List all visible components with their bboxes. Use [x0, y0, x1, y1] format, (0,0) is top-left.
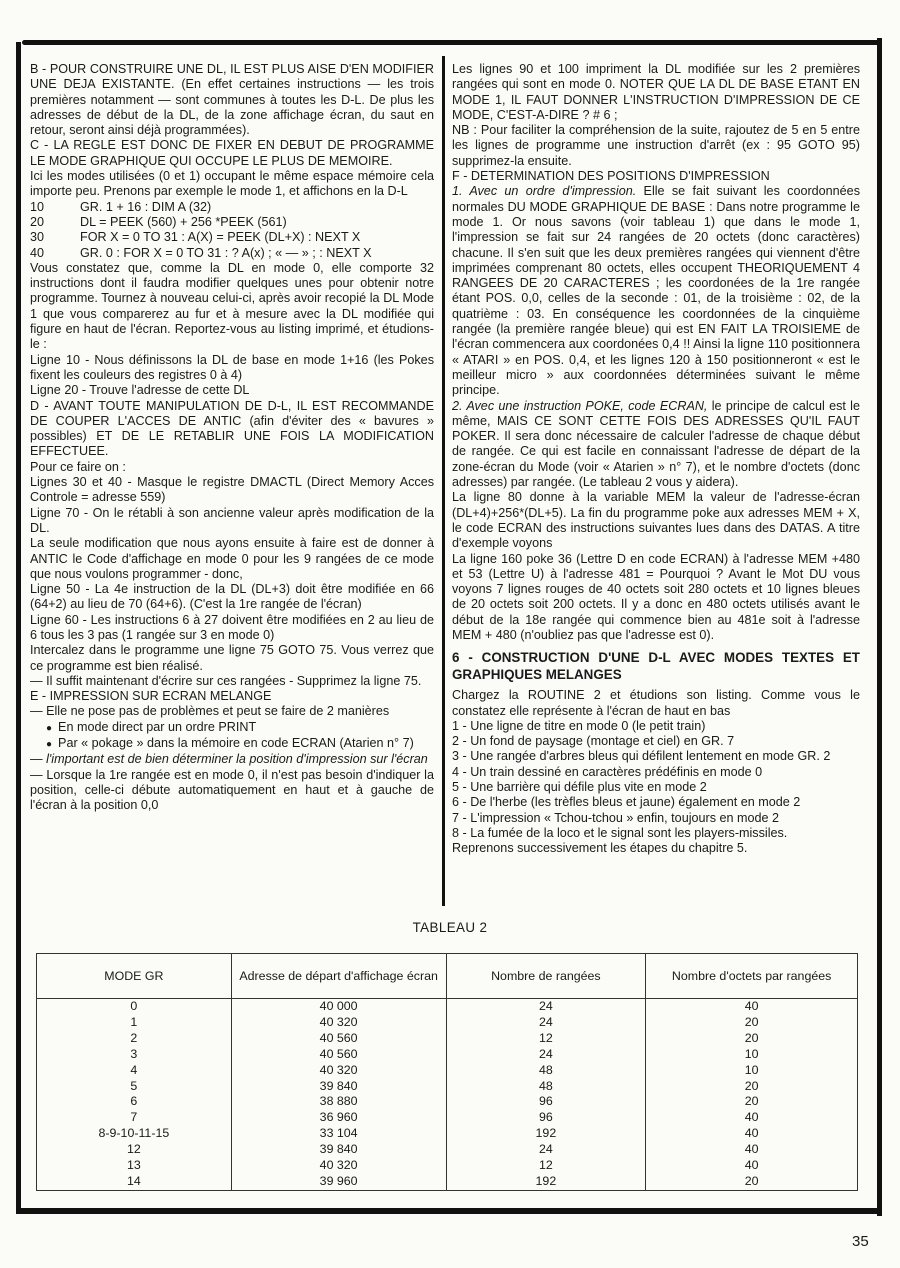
- frame-border-right: [877, 38, 882, 1216]
- table-cell: 12: [37, 1142, 232, 1158]
- frame-border-left: [16, 42, 21, 1214]
- paragraph-text: le principe de calcul est le même, MAIS CE SONT CETTE FOIS DES ADRESSES QU'IL FAUT POKER. Il sera donc nécessaire de calculer l'adresse de chaque début de rangée. Ce qui est facile en connaissant l'adresse de départ de la zone-écran du Mode (voir « Atarien » n° 7), et le nombre d'octets (donc adresses) par rangée. (Le tableau 2 vous y aidera).: [452, 398, 860, 490]
- table-row: [37, 1158, 858, 1174]
- paragraph: — Il suffit maintenant d'écrire sur ces rangées - Supprimez la ligne 75.: [30, 673, 422, 688]
- code-line-text: DL = PEEK (560) + 256 *PEEK (561): [80, 214, 287, 229]
- table-cell: 40 320: [231, 1158, 446, 1174]
- table-cell: 40 560: [231, 1031, 446, 1047]
- list-item: 5 - Une barrière qui défile plus vite en mode 2: [452, 780, 707, 795]
- frame-border-bottom: [18, 1208, 880, 1214]
- table-cell: 40: [646, 1126, 858, 1142]
- table-cell: 13: [37, 1158, 232, 1174]
- list-item: 1 - Une ligne de titre en mode 0 (le petit train): [452, 718, 706, 733]
- paragraph: C - LA REGLE EST DONC DE FIXER EN DEBUT DE PROGRAMME LE MODE GRAPHIQUE QUI OCCUPE LE PLUS DE MEMOIRE.: [30, 138, 434, 168]
- table-cell: 96: [446, 1094, 646, 1110]
- table-cell: 40 320: [231, 1063, 446, 1079]
- list-item: 7 - L'impression « Tchou-tchou » enfin, toujours en mode 2: [452, 810, 780, 825]
- code-line-text: GR. 0 : FOR X = 0 TO 31 : ? A(x) ; « — » ; : NEXT X: [80, 245, 372, 260]
- table-row: [37, 1142, 858, 1158]
- code-line-text: FOR X = 0 TO 31 : A(X) = PEEK (DL+X) : NEXT X: [80, 230, 361, 245]
- table-cell: 38 880: [231, 1094, 446, 1110]
- paragraph: Ici les modes utilisées (0 et 1) occupant le même espace mémoire cela importe peu. Prenons par exemple le mode 1, et affichons en la D-L: [30, 169, 434, 199]
- table-title: TABLEAU 2: [412, 920, 488, 935]
- table-cell: 24: [446, 1142, 646, 1158]
- table-row: [37, 1094, 858, 1110]
- table-cell: 20: [646, 1079, 858, 1095]
- paragraph: Chargez la ROUTINE 2 et étudions son listing. Comme vous le constatez elle représente à l'écran de haut en bas: [452, 688, 860, 718]
- table-cell: 40 560: [231, 1047, 446, 1063]
- paragraph: La ligne 80 donne à la variable MEM la valeur de l'adresse-écran (DL+4)+256*(DL+5). La fin du programme poke aux adresses MEM + X, le code ECRAN des instructions suivantes lues dans des DATAS. A titre d'exemple voyons: [452, 490, 860, 551]
- table-cell: 10: [646, 1047, 858, 1063]
- paragraph: B - POUR CONSTRUIRE UNE DL, IL EST PLUS AISE D'EN MODIFIER UNE DEJA EXISTANTE. (En effet certaines instructions — les trois premières notamment — sont communes à toutes les D-L. De plus les adresses de début de la DL, de la zone affichage écran, du saut en retour, seront ainsi déjà programmées).: [30, 62, 434, 138]
- table-cell: 8-9-10-11-15: [37, 1126, 232, 1142]
- bullet-item: ● En mode direct par un ordre PRINT: [30, 720, 434, 736]
- paragraph: Vous constatez que, comme la DL en mode 0, elle comporte 32 instructions dont il faudra modifier quelques unes pour obtenir notre programme. Tournez à nouveau celui-ci, après avoir recopié la DL Mode 1 que vous comparerez au fur et à mesure avec la DL modifiée qui figure en haut de l'écran. Reportez-vous au listing imprimé, et étudions-le :: [30, 260, 434, 352]
- left-column: [30, 62, 434, 907]
- table-cell: 6: [37, 1094, 232, 1110]
- table-cell: 40 000: [231, 999, 446, 1015]
- paragraph: [30, 752, 434, 767]
- code-line: [30, 230, 434, 245]
- paragraph-text: Elle se fait suivant les coordonnées normales DU MODE GRAPHIQUE DE BASE : Dans notre programme le mode 1. Or nous savons (voir tableau 1) que dans le mode 1, l'impression se fait sur 24 rangées de 20 octets (donc caractères) chacune. Il s'en suit que les deux premières rangées qui viennent d'être imprimées comprenant 80 octets, elles occupent THEORIQUEMENT 4 RANGEES DE 20 CARACTERES ; les coordonées de la 1re rangée étant POS. 0,0, celles de la seconde : 01, de la troisième : 02, de la quatrième : 03. En conséquence les coordonnées de la cinquième rangée (la première rangée bleue) qui est EN FAIT LA TROISIEME de l'écran commencera aux coordonées 0,4 !! Ainsi la ligne 110 positionnera « ATARI » en POS. 0,4, et les lignes 120 à 150 positionneront « est le meilleur micro » aux coordonnées déterminées suivant le même principe.: [452, 184, 860, 398]
- column-divider: [442, 56, 445, 906]
- section-heading: E - IMPRESSION SUR ECRAN MELANGE: [30, 689, 272, 704]
- table-cell: 40: [646, 1142, 858, 1158]
- paragraph: Ligne 10 - Nous définissons la DL de base en mode 1+16 (les Pokes fixent les couleurs des registres 0 à 4): [30, 352, 434, 382]
- paragraph: La ligne 160 poke 36 (Lettre D en code ECRAN) à l'adresse MEM +480 et 53 (Lettre U) à l'adresse 481 = Pourquoi ? Avant le Mot DU vous voyons 7 lignes rouges de 40 octets soit 280 octets et 10 lignes bleues de 20 octets soit 200 octets. Il y a donc en 480 octets utilisés avant le début de la 18e rangée qui commence bien au 481e soit à l'adresse MEM + 480 (n'oubliez pas que l'adresse est 0).: [452, 551, 860, 642]
- table-row: [37, 1031, 858, 1047]
- table-cell: 4: [37, 1063, 232, 1079]
- paragraph: Pour ce faire on :: [30, 459, 126, 474]
- table-cell: 39 840: [231, 1079, 446, 1095]
- table-cell: 40: [646, 1110, 858, 1126]
- paragraph: Intercalez dans le programme une ligne 75 GOTO 75. Vous verrez que ce programme est bien réalisé.: [30, 643, 434, 673]
- bullet-item: ● Par « pokage » dans la mémoire en code ECRAN (Atarien n° 7): [30, 736, 434, 752]
- table-cell: 40: [646, 999, 858, 1015]
- table-cell: 20: [646, 1174, 858, 1190]
- table-cell: 40: [646, 1158, 858, 1174]
- table-row: [37, 1126, 858, 1142]
- table-cell: 10: [646, 1063, 858, 1079]
- table-cell: 24: [446, 1047, 646, 1063]
- paragraph: [452, 184, 860, 398]
- table-row: [37, 1174, 858, 1190]
- table-header-cell: MODE GR: [37, 954, 232, 999]
- code-line-number: 40: [30, 245, 45, 260]
- table-cell: 14: [37, 1174, 232, 1190]
- table-cell: 12: [446, 1158, 646, 1174]
- code-listing: [30, 200, 434, 261]
- code-line-number: 30: [30, 230, 45, 245]
- italic-text: — l'important est de bien déterminer la position d'impression sur l'écran: [30, 752, 428, 767]
- paragraph: Ligne 50 - La 4e instruction de la DL (DL+3) doit être modifiée en 66 (64+2) au lieu de 70 (64+6). (C'est la 1re rangée de l'écran): [30, 582, 434, 612]
- paragraph: Les lignes 90 et 100 impriment la DL modifiée sur les 2 premières rangées qui sont en mode 0. NOTER QUE LA DL DE BASE ETANT EN MODE 1, IL FAUT DONNER L'INSTRUCTION D'IMPRESSION DE CE MODE, C'EST-A-DIRE ? # 6 ;: [452, 62, 860, 122]
- table-cell: 96: [446, 1110, 646, 1126]
- paragraph: Ligne 20 - Trouve l'adresse de cette DL: [30, 383, 250, 398]
- table-cell: 20: [646, 1031, 858, 1047]
- table-cell: 20: [646, 1094, 858, 1110]
- code-line-text: GR. 1 + 16 : DIM A (32): [80, 199, 212, 214]
- paragraph: — Lorsque la 1re rangée est en mode 0, il n'est pas besoin d'indiquer la position, celle-ci débute automatiquement en haut et à gauche de l'écran à la position 0,0: [30, 767, 434, 813]
- table-body: [37, 999, 858, 1191]
- table-row: [37, 1047, 858, 1063]
- table-header-cell: Nombre d'octets par rangées: [646, 954, 858, 999]
- table-cell: 0: [37, 999, 232, 1015]
- table-row: [37, 1015, 858, 1031]
- table-cell: 48: [446, 1079, 646, 1095]
- code-line: [30, 215, 434, 230]
- table-cell: 24: [446, 999, 646, 1015]
- table-cell: 7: [37, 1110, 232, 1126]
- table-cell: 20: [646, 1015, 858, 1031]
- paragraph: La seule modification que nous ayons ensuite à faire est de donner à ANTIC le Code d'affichage en mode 0 pour les 9 rangées de ce mode que nous voulons programmer - donc,: [30, 536, 434, 581]
- list-item: 6 - De l'herbe (les trèfles bleus et jaune) également en mode 2: [452, 795, 801, 810]
- table-row: [37, 1110, 858, 1126]
- frame-border-top: [22, 40, 880, 45]
- table-row: [37, 999, 858, 1015]
- table-header-row: [37, 954, 858, 999]
- paragraph: NB : Pour faciliter la compréhension de la suite, rajoutez de 5 en 5 entre les lignes de programme une instruction d'arrêt (ex : 95 GOTO 95) supprimez-la ensuite.: [452, 123, 860, 168]
- table-cell: 36 960: [231, 1110, 446, 1126]
- table-cell: 39 960: [231, 1174, 446, 1190]
- table-cell: 33 104: [231, 1126, 446, 1142]
- table-cell: 3: [37, 1047, 232, 1063]
- code-line-number: 10: [30, 199, 45, 214]
- list-item: 3 - Une rangée d'arbres bleus qui défilent lentement en mode GR. 2: [452, 749, 831, 764]
- right-column: [452, 62, 860, 907]
- table-header-cell: Adresse de départ d'affichage écran: [231, 954, 446, 999]
- list-item: 4 - Un train dessiné en caractères prédéfinis en mode 0: [452, 764, 763, 779]
- chapter-heading: 6 - CONSTRUCTION D'UNE D-L AVEC MODES TEXTES ET GRAPHIQUES MELANGES: [452, 650, 860, 682]
- paragraph: Reprenons successivement les étapes du chapitre 5.: [452, 841, 748, 856]
- table-cell: 39 840: [231, 1142, 446, 1158]
- table-cell: 40 320: [231, 1015, 446, 1031]
- italic-lead: 2. Avec une instruction POKE, code ECRAN,: [452, 398, 708, 413]
- table-cell: 12: [446, 1031, 646, 1047]
- paragraph: D - AVANT TOUTE MANIPULATION DE D-L, IL EST RECOMMANDE DE COUPER L'ACCES DE ANTIC (afin d'éviter des « bavures » possibles) ET DE LE RETABLIR UNE FOIS LA MODIFICATION EFFECTUEE.: [30, 398, 434, 459]
- mode-table: [36, 953, 858, 1191]
- page-number: 35: [852, 1233, 869, 1250]
- list-item: 8 - La fumée de la loco et le signal sont les players-missiles.: [452, 825, 788, 840]
- paragraph: Lignes 30 et 40 - Masque le registre DMACTL (Direct Memory Acces Controle = adresse 559): [30, 475, 434, 505]
- code-line-number: 20: [30, 214, 45, 229]
- paragraph: [452, 399, 860, 491]
- italic-lead: 1. Avec un ordre d'impression.: [452, 184, 637, 199]
- code-line: [30, 246, 434, 261]
- table-cell: 5: [37, 1079, 232, 1095]
- table-cell: 24: [446, 1015, 646, 1031]
- paragraph: — Elle ne pose pas de problèmes et peut se faire de 2 manières: [30, 704, 390, 719]
- paragraph: Ligne 70 - On le rétabli à son ancienne valeur après modification de la DL.: [30, 505, 434, 535]
- table-cell: 192: [446, 1174, 646, 1190]
- table-cell: 2: [37, 1031, 232, 1047]
- table-row: [37, 1063, 858, 1079]
- table-cell: 48: [446, 1063, 646, 1079]
- table-cell: 1: [37, 1015, 232, 1031]
- table-cell: 192: [446, 1126, 646, 1142]
- section-heading: F - DETERMINATION DES POSITIONS D'IMPRESSION: [452, 169, 770, 184]
- list-item: 2 - Un fond de paysage (montage et ciel) en GR. 7: [452, 734, 735, 749]
- code-line: [30, 200, 434, 215]
- table-row: [37, 1079, 858, 1095]
- paragraph: Ligne 60 - Les instructions 6 à 27 doivent être modifiées en 2 au lieu de 6 tous les 3 pas (1 rangée sur 3 en mode 0): [30, 612, 434, 642]
- table-header-cell: Nombre de rangées: [446, 954, 646, 999]
